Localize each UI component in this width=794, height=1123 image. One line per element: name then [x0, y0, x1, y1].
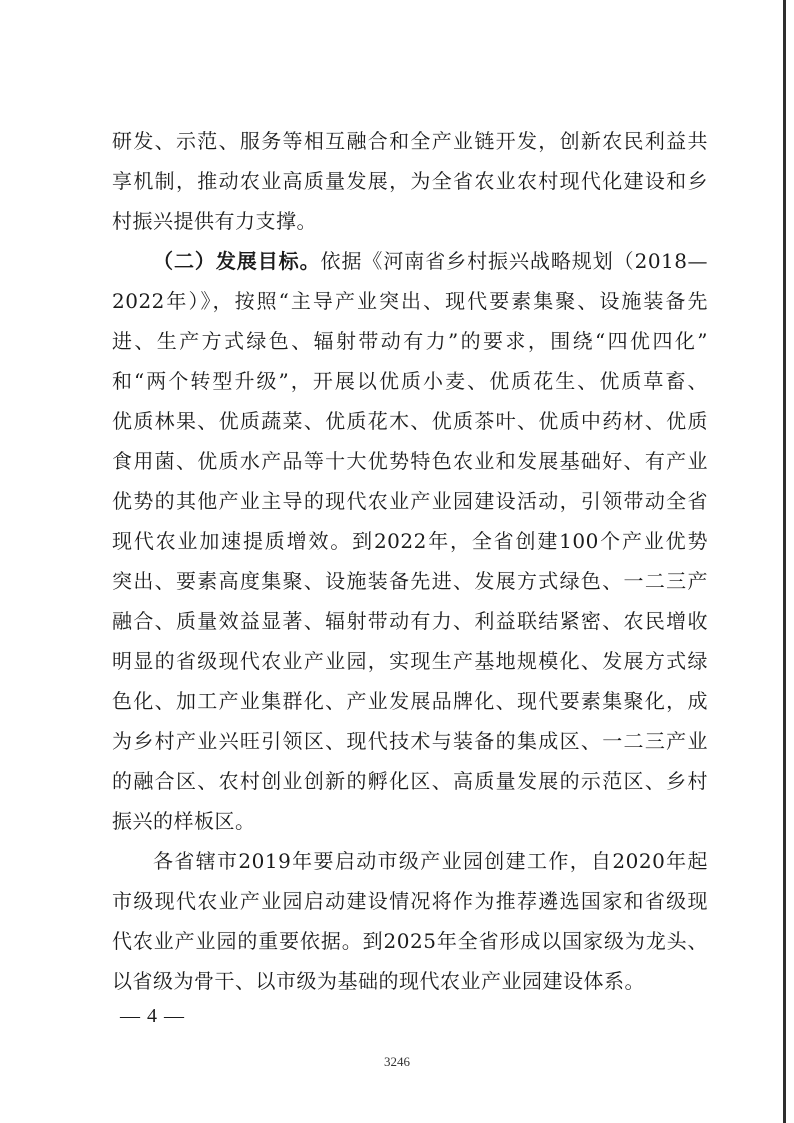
- paragraph-line: 进、生产方式绿色、辐射带动有力”的要求，围绕“四优四化”: [112, 329, 708, 353]
- paragraph-line: 现代农业加速提质增效。到2022年，全省创建100个产业优势: [112, 529, 708, 553]
- paragraph-line: 突出、要素高度集聚、设施装备先进、发展方式绿色、一二三产: [112, 569, 708, 593]
- paragraph-line: 优质林果、优质蔬菜、优质花木、优质茶叶、优质中药材、优质: [112, 409, 708, 433]
- paragraph-line: 以省级为骨干、以市级为基础的现代农业产业园建设体系。: [112, 969, 645, 993]
- page-number: — 4 —: [120, 1005, 185, 1027]
- paragraph-line: 研发、示范、服务等相互融合和全产业链开发，创新农民利益共: [112, 129, 708, 153]
- paragraph-line: 村振兴提供有力支撑。: [112, 209, 317, 233]
- paragraph-line: 色化、加工产业集群化、产业发展品牌化、现代要素集聚化，成: [112, 689, 708, 713]
- paragraph-line: 市级现代农业产业园启动建设情况将作为推荐遴选国家和省级现: [112, 889, 708, 913]
- paragraph-line: 为乡村产业兴旺引领区、现代技术与装备的集成区、一二三产业: [112, 729, 708, 753]
- paragraph-line: 代农业产业园的重要依据。到2025年全省形成以国家级为龙头、: [112, 929, 708, 953]
- document-body: [112, 121, 708, 1001]
- section-heading-line: [112, 241, 708, 281]
- paragraph-line: 食用菌、优质水产品等十大优势特色农业和发展基础好、有产业: [112, 449, 708, 473]
- paragraph-line: 和“两个转型升级”，开展以优质小麦、优质花生、优质草畜、: [112, 369, 708, 393]
- section-heading: （二）发展目标。: [153, 249, 321, 273]
- paragraph-line: 的融合区、农村创业创新的孵化区、高质量发展的示范区、乡村: [112, 769, 708, 793]
- paragraph-line: 优势的其他产业主导的现代农业产业园建设活动，引领带动全省: [112, 489, 708, 513]
- scan-edge-line: [783, 0, 786, 1123]
- stamp-number: 3246: [384, 1054, 410, 1069]
- paragraph-line: 享机制，推动农业高质量发展，为全省农业农村现代化建设和乡: [112, 169, 708, 193]
- paragraph-line: 明显的省级现代农业产业园，实现生产基地规模化、发展方式绿: [112, 649, 708, 673]
- paragraph-line: 2022年）》，按照“主导产业突出、现代要素集聚、设施装备先: [112, 289, 708, 313]
- paragraph-line: 融合、质量效益显著、辐射带动有力、利益联结紧密、农民增收: [112, 609, 708, 633]
- paragraph-line: 振兴的样板区。: [112, 809, 256, 833]
- paragraph-text: 依据《河南省乡村振兴战略规划（2018—: [320, 249, 708, 273]
- paragraph-line: 各省辖市2019年要启动市级产业园创建工作，自2020年起: [153, 849, 708, 873]
